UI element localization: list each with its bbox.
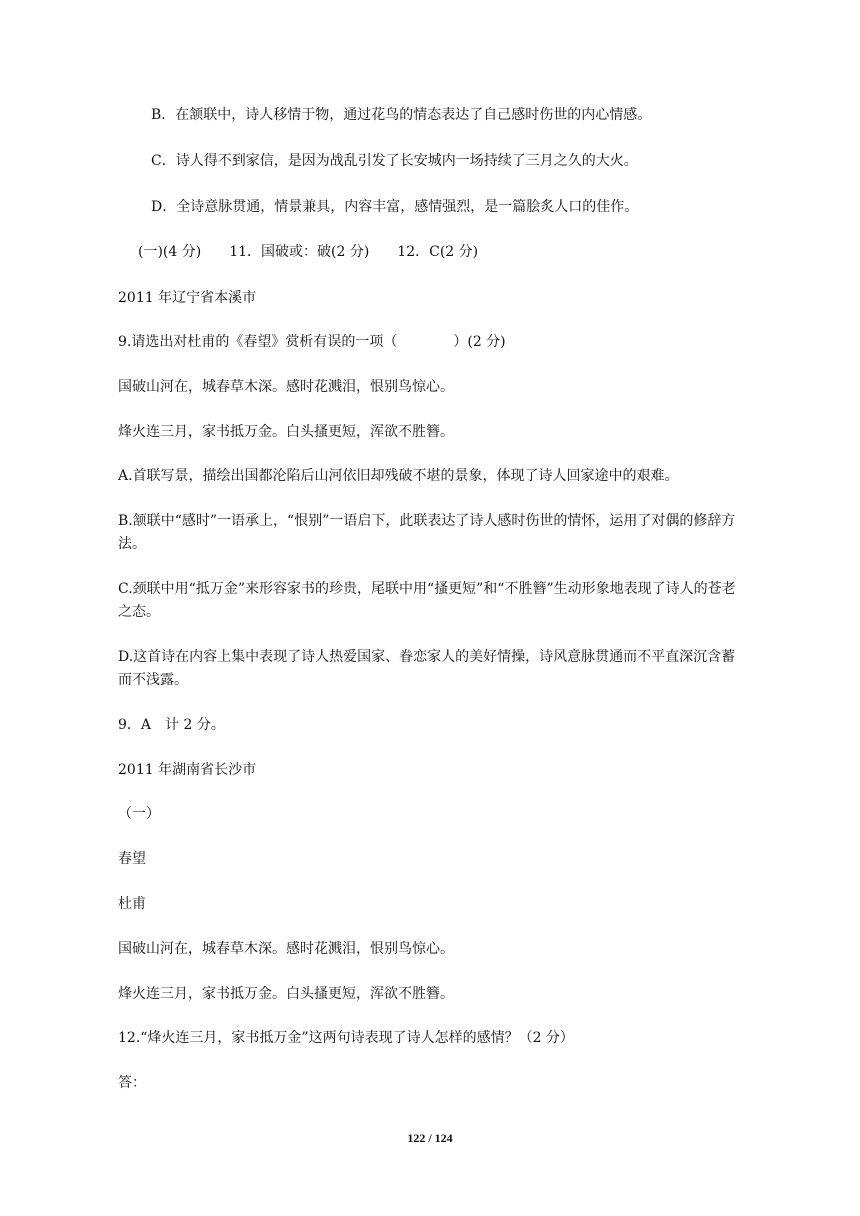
option-b-paragraph: B.颔联中“感时”一语承上，“恨别”一语启下，此联表达了诗人感时伤世的情怀，运用了对偶的修辞方法。 — [118, 513, 736, 552]
option-b-line: B．在颔联中，诗人移情于物，通过花鸟的情态表达了自己感时伤世的内心情感。 — [151, 107, 652, 123]
answer-key-line: (一)(4 分) 11．国破或：破(2 分) 12．C(2 分) — [138, 244, 479, 260]
option-a-paragraph: A.首联写景，描绘出国都沦陷后山河依旧却残破不堪的景象，体现了诗人回家途中的艰难。 — [118, 468, 679, 484]
poem-line-2: 烽火连三月，家书抵万金。白头搔更短，浑欲不胜簪。 — [118, 424, 454, 440]
answer-9-line: 9．A 计 2 分。 — [118, 717, 225, 733]
question-12-prompt: 12.“烽火连三月，家书抵万金”这两句诗表现了诗人怎样的感情？（2 分） — [118, 1030, 574, 1046]
section-heading-changsha: 2011 年湖南省长沙市 — [118, 762, 257, 778]
question-9-prompt: 9.请选出对杜甫的《春望》赏析有误的一项（ ）(2 分) — [118, 334, 506, 350]
poem-line-1: 国破山河在，城春草木深。感时花溅泪，恨别鸟惊心。 — [118, 379, 454, 395]
subsection-label: （一） — [118, 806, 160, 822]
option-c-paragraph: C.颈联中用“抵万金”来形容家书的珍贵，尾联中用“搔更短”和“不胜簪”生动形象地表现了诗人的苍老之态。 — [118, 581, 736, 620]
poem-title: 春望 — [118, 851, 146, 867]
option-c-line: C．诗人得不到家信，是因为战乱引发了长安城内一场持续了三月之久的大火。 — [151, 153, 638, 169]
option-d-line: D．全诗意脉贯通，情景兼具，内容丰富，感情强烈，是一篇脍炙人口的佳作。 — [151, 199, 639, 215]
section-heading-benxi: 2011 年辽宁省本溪市 — [118, 290, 257, 306]
option-d-paragraph: D.这首诗在内容上集中表现了诗人热爱国家、眷恋家人的美好情操，诗风意脉贯通而不平直深沉含蓄而不浅露。 — [118, 649, 736, 688]
poem-author: 杜甫 — [118, 896, 146, 912]
poem-line-4: 烽火连三月，家书抵万金。白头搔更短，浑欲不胜簪。 — [118, 986, 454, 1002]
poem-line-3: 国破山河在，城春草木深。感时花溅泪，恨别鸟惊心。 — [118, 941, 454, 957]
answer-label: 答： — [118, 1075, 146, 1091]
page-number: 122 / 124 — [407, 1131, 453, 1145]
